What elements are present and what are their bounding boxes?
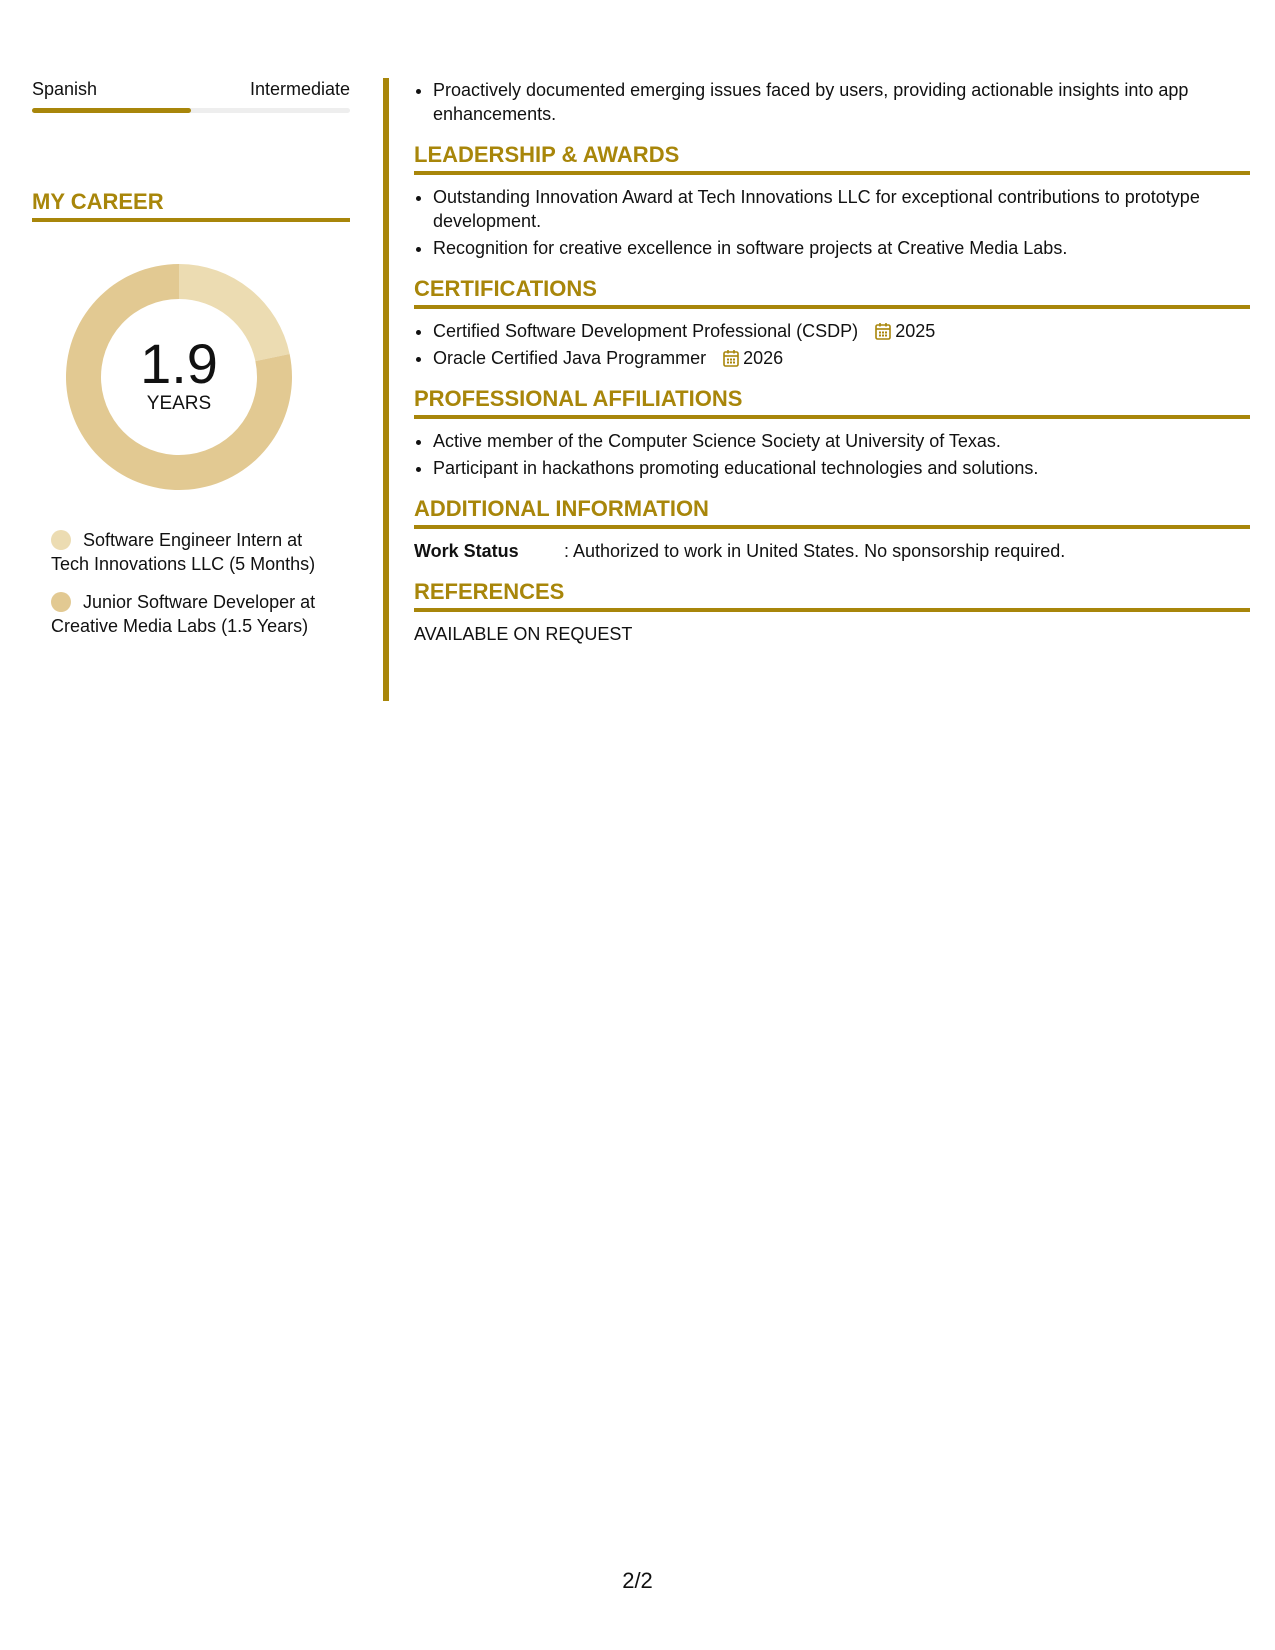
page-number: 2/2 — [622, 1568, 653, 1593]
certification-item — [433, 346, 1250, 370]
leadership-item: • Outstanding Innovation Award at Tech Innovations LLC for exceptional contributions to prototype development. — [433, 185, 1250, 233]
language-level: Intermediate — [249, 79, 350, 99]
left-column — [32, 78, 350, 652]
legend-item — [51, 528, 331, 576]
certification-year: 2026 — [743, 348, 784, 368]
career-donut-chart — [66, 264, 292, 490]
language-name: Spanish — [32, 79, 98, 99]
legend-swatch — [51, 530, 71, 550]
work-status-row — [414, 539, 1250, 563]
leadership-list — [414, 185, 1250, 260]
affiliations-list — [414, 429, 1250, 480]
donut-center-value: 1.9 — [140, 332, 218, 395]
legend-label: Junior Software Developer at Creative Media Labs (1.5 Years) — [51, 592, 316, 636]
certification-name: Certified Software Development Professional (CSDP) — [433, 321, 859, 341]
references-text: AVAILABLE ON REQUEST — [414, 624, 633, 644]
certification-year: 2025 — [895, 321, 936, 341]
language-progress-fill — [32, 108, 191, 113]
certification-name: Oracle Certified Java Programmer — [433, 348, 707, 368]
legend-item — [51, 590, 331, 638]
career-heading: MY CAREER — [32, 189, 350, 222]
calendar-icon — [875, 322, 891, 340]
leadership-heading: LEADERSHIP & AWARDS — [414, 142, 1250, 175]
certifications-list — [414, 319, 1250, 370]
career-legend — [51, 528, 331, 638]
language-progress-bar — [32, 108, 350, 113]
legend-label: Software Engineer Intern at Tech Innovations LLC (5 Months) — [51, 530, 316, 574]
calendar-icon — [723, 349, 739, 367]
donut-center — [66, 264, 292, 490]
legend-swatch — [51, 592, 71, 612]
experience-bullets — [414, 78, 1250, 126]
column-divider — [383, 78, 389, 701]
experience-bullet: • Proactively documented emerging issues faced by users, providing actionable insights into app enhancements. — [433, 78, 1250, 126]
work-status-value: : Authorized to work in United States. No sponsorship required. — [564, 541, 1066, 561]
references-heading: REFERENCES — [414, 579, 1250, 612]
leadership-item: • Recognition for creative excellence in software projects at Creative Media Labs. — [433, 236, 1250, 260]
affiliation-item: • Active member of the Computer Science Society at University of Texas. — [433, 429, 1250, 453]
certifications-heading: CERTIFICATIONS — [414, 276, 1250, 309]
additional-info-heading: ADDITIONAL INFORMATION — [414, 496, 1250, 529]
language-row — [32, 78, 350, 100]
affiliation-item: • Participant in hackathons promoting educational technologies and solutions. — [433, 456, 1250, 480]
donut-center-unit: YEARS — [146, 393, 212, 414]
certification-item — [433, 319, 1250, 343]
work-status-label: Work Status — [414, 541, 519, 561]
right-column — [414, 78, 1250, 646]
affiliations-heading: PROFESSIONAL AFFILIATIONS — [414, 386, 1250, 419]
